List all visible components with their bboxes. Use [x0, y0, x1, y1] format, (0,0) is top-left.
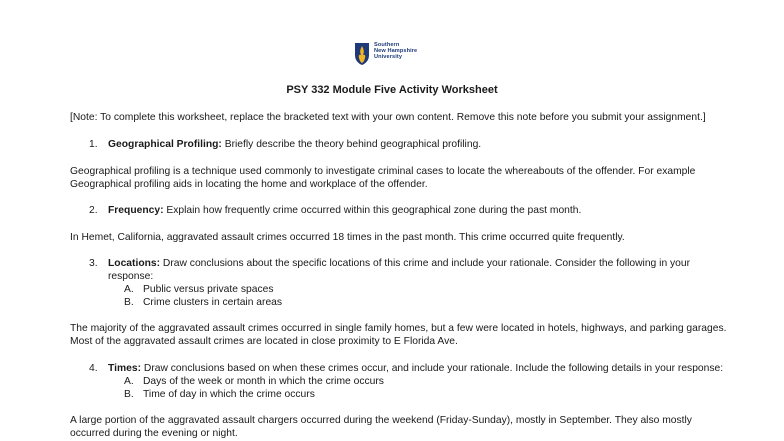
question-prompt: Briefly describe the theory behind geographical profiling. — [221, 139, 482, 150]
subitem-text: Public versus private spaces — [143, 284, 274, 295]
subitem-text: Days of the week or month in which the crime occurs — [143, 376, 384, 387]
subitem-letter: A. — [124, 284, 134, 295]
answer-1-line-1: Geographical profiling is a technique used commonly to investigate criminal cases to locate the whereabouts of the offender. For example — [70, 166, 696, 177]
answer-3-line-1: The majority of the aggravated assault crimes occurred in single family homes, but a few were located in hotels, highways, and parking garages. — [70, 323, 727, 334]
logo-line: New Hampshire — [374, 48, 418, 54]
answer-4-line-2: occurred during the evening or night. — [70, 428, 238, 439]
answer-1-line-2: Geographical profiling aids in locating the home and workplace of the offender. — [70, 179, 428, 190]
question-number: 3. — [89, 258, 98, 269]
question-label: Geographical Profiling: — [108, 139, 222, 150]
logo-line: University — [374, 54, 403, 60]
question-prompt: Explain how frequently crime occurred within this geographical zone during the past month. — [163, 205, 582, 216]
university-logo — [354, 42, 417, 68]
subitem-letter: B. — [124, 389, 134, 400]
question-number: 2. — [89, 205, 98, 216]
question-number: 1. — [89, 139, 98, 150]
question-number: 4. — [89, 363, 98, 374]
shield-logo-icon — [354, 42, 370, 66]
question-label: Frequency: — [108, 205, 164, 216]
question-label: Locations: — [108, 258, 161, 269]
question-text — [108, 257, 690, 271]
question-text — [108, 204, 581, 218]
question-3-prompt-cont: response: — [108, 271, 154, 282]
question-prompt: Draw conclusions based on when these crimes occur, and include your rationale. Include the following details in your response: — [141, 363, 724, 374]
question-text — [108, 362, 723, 376]
logo-wordmark — [374, 42, 417, 60]
page-title: PSY 332 Module Five Activity Worksheet — [286, 84, 498, 96]
subitem-text: Crime clusters in certain areas — [143, 297, 283, 308]
logo-line: Southern — [374, 42, 400, 48]
question-text — [108, 138, 481, 152]
answer-2-line-1: In Hemet, California, aggravated assault crimes occurred 18 times in the past month. This crime occurred quite frequently. — [70, 232, 625, 243]
subitem-letter: A. — [124, 376, 134, 387]
question-prompt: Draw conclusions about the specific locations of this crime and include your rationale. Consider the following in your — [160, 258, 691, 269]
subitem-letter: B. — [124, 297, 134, 308]
answer-4-line-1: A large portion of the aggravated assault chargers occurred during the weekend (Friday-Sunday), mostly in September. They also mostly — [70, 415, 692, 426]
question-label: Times: — [108, 363, 142, 374]
subitem-text: Time of day in which the crime occurs — [143, 389, 315, 400]
instruction-note: [Note: To complete this worksheet, replace the bracketed text with your own content. Remove this note before you submit your assignment.] — [70, 112, 706, 123]
answer-3-line-2: Most of the aggravated assault crimes are located in close proximity to E Florida Ave. — [70, 336, 458, 347]
